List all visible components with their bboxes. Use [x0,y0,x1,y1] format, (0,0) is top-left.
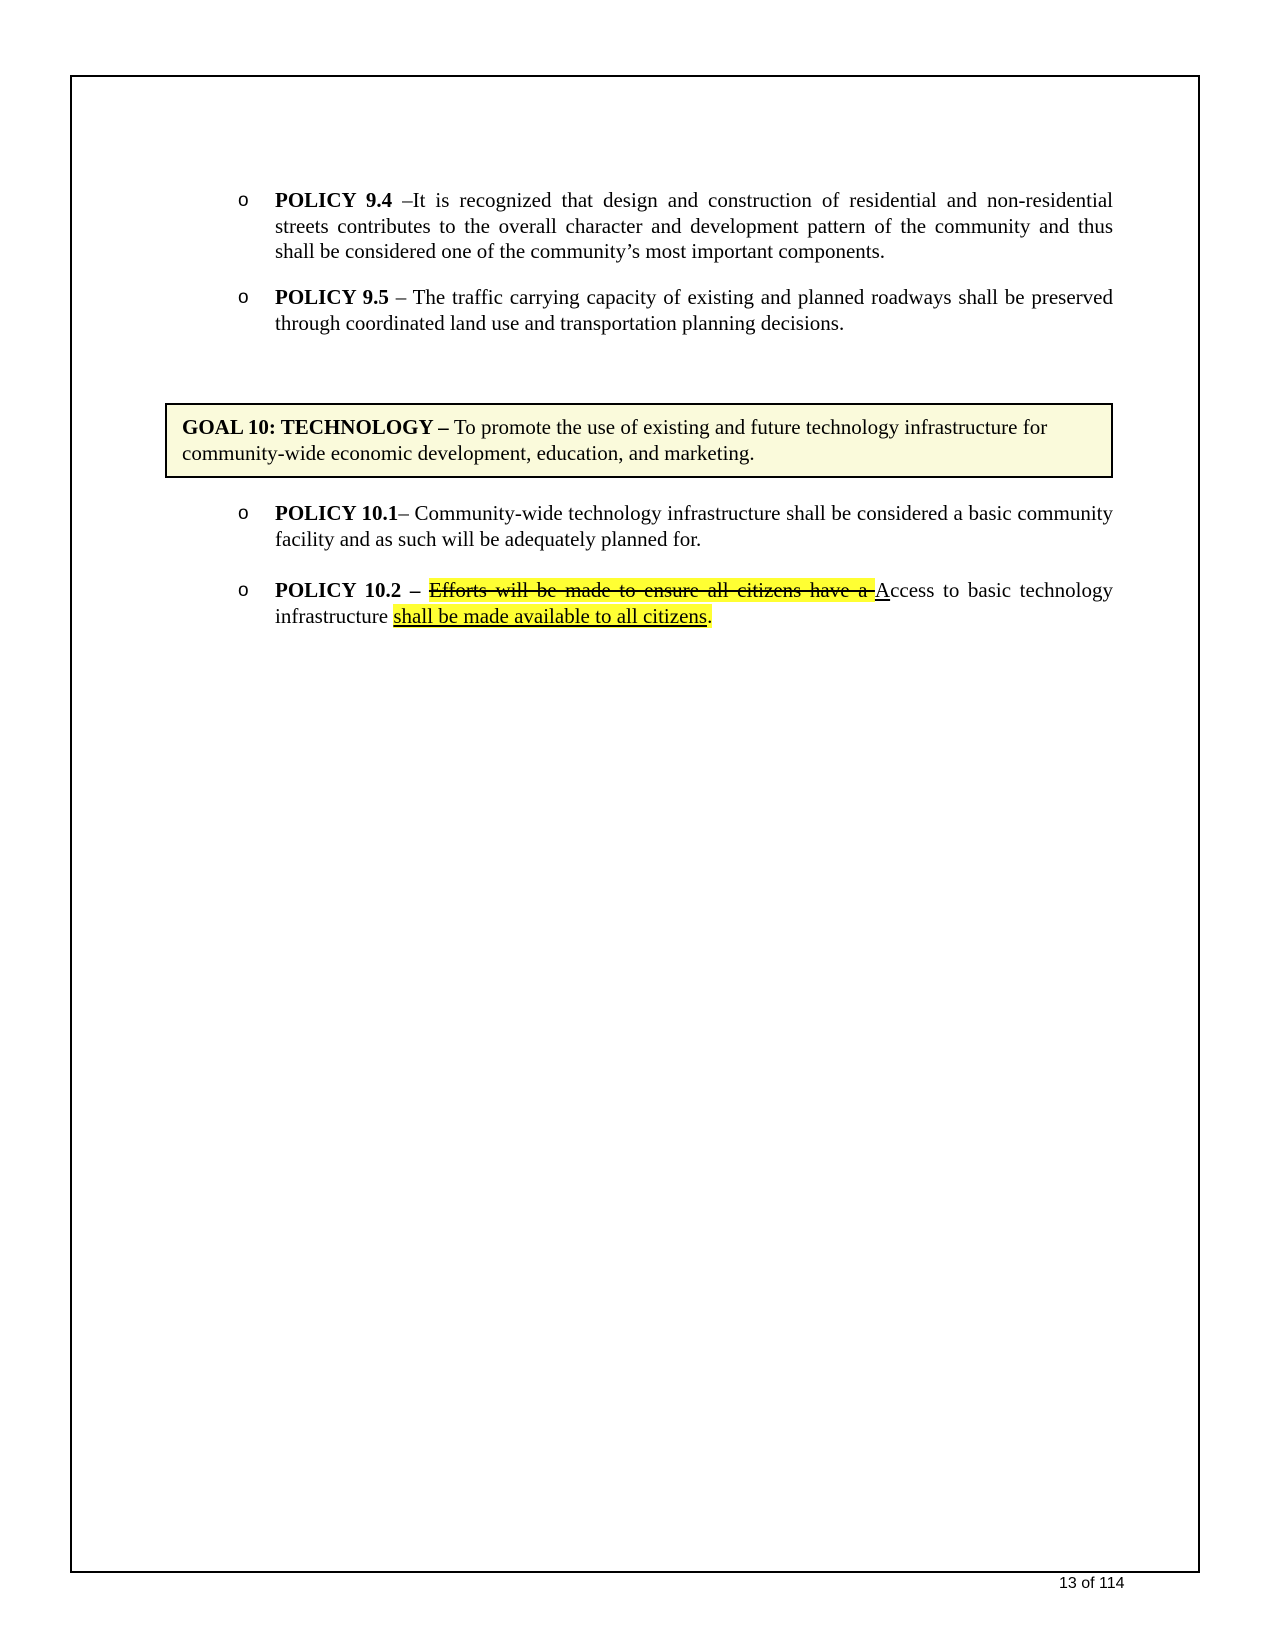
policy-10-1-label: POLICY 10.1 [275,501,399,525]
policy-10-1 [238,501,1113,552]
policy-10-1-text: Community-wide technology infrastructure shall be considered a basic community facility and as such will be adequately planned for. [275,501,1113,551]
policy-9-4-separator: – [392,188,413,212]
bullet-icon: o [238,503,249,524]
policy-10-2-deleted-text: Efforts will be made to ensure all citizens have a [428,578,875,602]
policy-10-2-label: POLICY 10.2 – [275,578,429,602]
policy-9-5-label: POLICY 9.5 [275,285,389,309]
policy-10-2-inserted-text: shall be made available to all citizens [393,603,708,628]
policy-9-4-label: POLICY 9.4 [275,188,393,212]
policy-10-2-text: ccess to basic technology infrastructure [275,578,1113,628]
policy-9-4 [238,188,1113,265]
policy-10-2-end-punct: . [707,603,713,628]
goal-10-title: GOAL 10: TECHNOLOGY – [182,415,454,439]
policy-9-5-separator: – [388,285,413,309]
page-number: 13 of 114 [1059,1575,1125,1592]
goal-10-box [165,403,1113,478]
policy-9-5-text: The traffic carrying capacity of existing and planned roadways shall be preserved through coordinated land use and transportation planning decisions. [275,285,1113,335]
policy-9-5 [238,285,1113,336]
bullet-icon: o [238,190,249,211]
policy-10-1-separator: – [398,501,415,525]
bullet-icon: o [238,580,249,601]
policy-9-5-body [275,285,1113,336]
policy-10-2 [238,578,1113,629]
goal-10-text: To promote the use of existing and future technology infrastructure for community-wide economic development, education, and marketing. [182,415,1048,465]
policy-9-4-text: It is recognized that design and construction of residential and non-residential streets contributes to the overall character and development pattern of the community and thus shall be considered one of the community’s most important components. [275,188,1113,263]
policy-10-2-body [275,578,1113,629]
bullet-icon: o [238,287,249,308]
policy-10-2-inserted-capital: A [874,578,891,602]
policy-10-1-body [275,501,1113,552]
policy-9-4-body [275,188,1113,265]
